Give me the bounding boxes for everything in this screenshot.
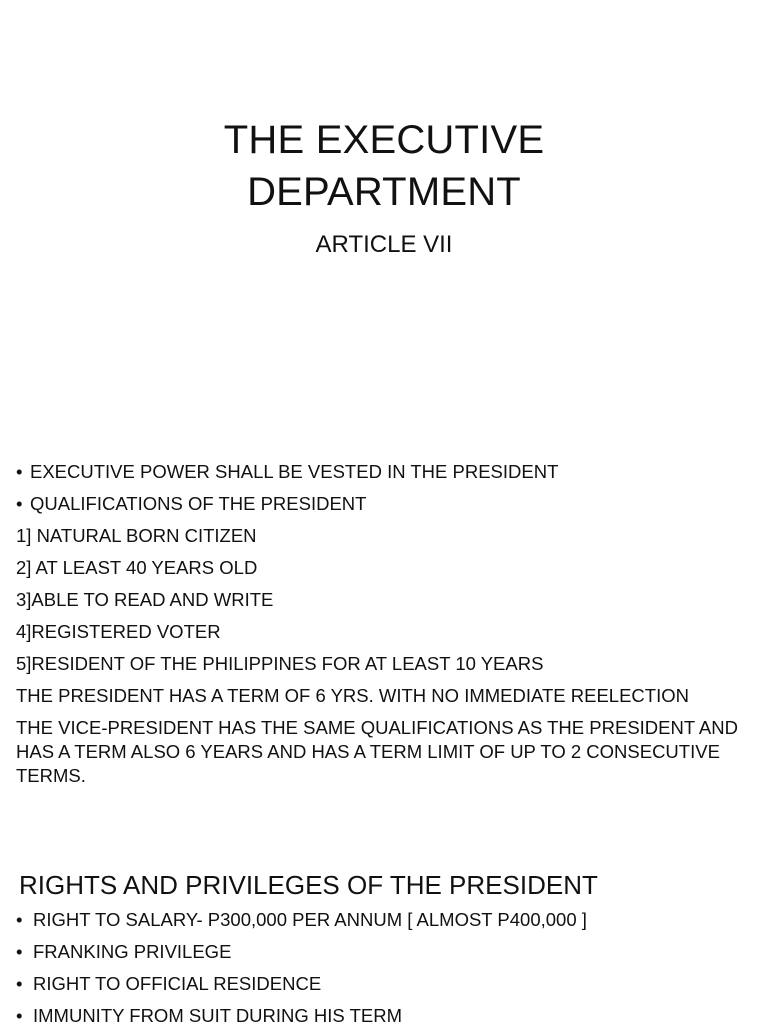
- list-item: THE PRESIDENT HAS A TERM OF 6 YRS. WITH NO IMMEDIATE REELECTION: [16, 685, 689, 706]
- slide-title-line-2: DEPARTMENT: [247, 170, 521, 214]
- slide-subtitle: ARTICLE VII: [315, 231, 453, 258]
- list-item: • IMMUNITY FROM SUIT DURING HIS TERM: [16, 1004, 746, 1028]
- qualifications-list: [16, 460, 746, 796]
- slide-title: [0, 114, 768, 218]
- list-item: • FRANKING PRIVILEGE: [16, 940, 746, 964]
- slide-heading: RIGHTS AND PRIVILEGES OF THE PRESIDENT: [19, 870, 598, 900]
- rights-list: [16, 908, 746, 1036]
- list-item: 4]REGISTERED VOTER: [16, 621, 221, 642]
- list-item: 5]RESIDENT OF THE PHILIPPINES FOR AT LEAST 10 YEARS: [16, 653, 544, 674]
- list-item: THE VICE-PRESIDENT HAS THE SAME QUALIFICATIONS AS THE PRESIDENT AND HAS A TERM ALSO 6 YEARS AND HAS A TERM LIMIT OF UP TO 2 CONSECUTIVE TERMS.: [16, 717, 738, 786]
- title-slide: [0, 0, 768, 430]
- content-slide-rights-privileges: [0, 830, 768, 1024]
- list-item: • QUALIFICATIONS OF THE PRESIDENT: [16, 492, 746, 516]
- list-item: • EXECUTIVE POWER SHALL BE VESTED IN THE PRESIDENT: [16, 460, 746, 484]
- content-slide-executive-power: [0, 430, 768, 830]
- slide-title-line-1: THE EXECUTIVE: [223, 118, 545, 162]
- list-item: • RIGHT TO OFFICIAL RESIDENCE: [16, 972, 746, 996]
- list-item: 1] NATURAL BORN CITIZEN: [16, 525, 257, 546]
- list-item: • RIGHT TO SALARY- P300,000 PER ANNUM [ ALMOST P400,000 ]: [16, 908, 746, 932]
- list-item: 2] AT LEAST 40 YEARS OLD: [16, 557, 258, 578]
- list-item: 3]ABLE TO READ AND WRITE: [16, 589, 274, 610]
